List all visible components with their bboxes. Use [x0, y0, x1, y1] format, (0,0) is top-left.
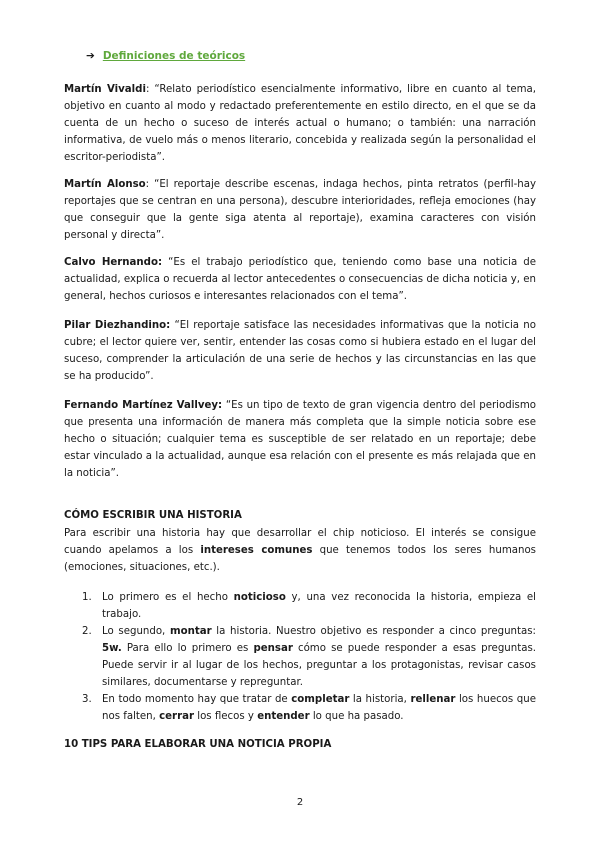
intro-bold: intereses comunes	[200, 545, 313, 556]
list-number: 1.	[82, 592, 92, 603]
list-number: 2.	[82, 626, 92, 637]
step-bold: completar	[291, 694, 350, 705]
definitions-link[interactable]: Definiciones de teóricos	[102, 50, 246, 62]
definition-author: Pilar Diezhandino:	[64, 320, 171, 331]
step-bold: entender	[257, 711, 310, 722]
arrow-right-icon: ➔	[86, 50, 95, 62]
definition-sep: :	[145, 179, 155, 190]
list-item	[64, 623, 536, 691]
steps-list	[64, 589, 536, 725]
page-number: 2	[296, 797, 304, 808]
step-bold: cerrar	[159, 711, 194, 722]
step-bold: pensar	[253, 643, 293, 654]
definition-text: “Relato periodístico esencialmente informativo, libre en cuanto al tema, objetivo en cuanto al modo y redactado preferentemente en estilo directo, en el que se da cuenta de un hecho o suceso de interés actual o humano; o también: una narración informativa, de vuelo más o menos literario, concebida y realizada según la personalidad el escritor-periodista”.	[64, 84, 537, 163]
step-bold: montar	[169, 626, 212, 637]
step-text: la historia,	[349, 694, 411, 705]
intro-text: que tenemos todos los seres humanos (emociones, situaciones, etc.).	[64, 545, 536, 573]
definitions-link-line	[86, 50, 245, 62]
definition-text: “Es el trabajo periodístico que, teniendo como base una noticia de actualidad, explica o recuerda al lector antecedentes o consecuencias de dicha noticia y, en general, hechos curiosos e interesantes relacionados con el tema”.	[64, 257, 536, 302]
step-bold: rellenar	[410, 694, 456, 705]
definition-author: Fernando Martínez Vallvey:	[64, 400, 223, 411]
historia-intro	[64, 525, 536, 576]
step-text: y, una vez reconocida la historia, empieza el trabajo.	[102, 592, 537, 620]
definition-vivaldi	[64, 81, 536, 166]
step-text: la historia. Nuestro objetivo es responder a cinco preguntas:	[211, 626, 536, 637]
definition-martinez	[64, 397, 536, 482]
definition-calvo	[64, 254, 536, 305]
list-number: 3.	[82, 694, 92, 705]
step-text: los huecos que nos falten,	[102, 694, 536, 722]
definition-diezhandino	[64, 317, 536, 385]
definition-text: “El reportaje satisface las necesidades informativas que la noticia no cubre; el lector quiere ver, sentir, entender las cosas como si hubiera estado en el lugar del suceso, comprender la articulación de una serie de hechos y las circunstancias en las que se ha producido”.	[64, 320, 536, 382]
list-item	[64, 691, 536, 725]
section-title-tips: 10 TIPS PARA ELABORAR UNA NOTICIA PROPIA	[64, 739, 332, 750]
section-title-historia: CÓMO ESCRIBIR UNA HISTORIA	[64, 510, 242, 521]
step-text: Lo primero es el hecho	[102, 592, 234, 603]
definition-author: Calvo Hernando:	[64, 257, 163, 268]
step-bold: 5w.	[102, 643, 122, 654]
step-text: Para ello lo primero es	[121, 643, 254, 654]
intro-text: Para escribir una historia hay que desarrollar el chip noticioso. El interés se consigue cuando apelamos a los	[64, 528, 536, 556]
definition-text: “Es un tipo de texto de gran vigencia dentro del periodismo que presenta una información de manera más completa que la simple noticia sobre ese hecho o situación; cualquier tema es susceptible de ser relatado en un reportaje; debe estar vinculado a la actualidad, aunque esa relación con el presente es más relajada que en la noticia”.	[64, 400, 536, 479]
step-text: Lo segundo,	[102, 626, 170, 637]
list-item	[64, 589, 536, 623]
step-text: lo que ha pasado.	[309, 711, 404, 722]
step-text: cómo se puede responder a esas preguntas. Puede servir ir al lugar de los hechos, preguntar a los protagonistas, revisar casos similares, documentarse y repreguntar.	[102, 643, 536, 688]
step-text: los flecos y	[194, 711, 258, 722]
definition-author: Martín Alonso	[64, 179, 146, 190]
step-bold: noticioso	[233, 592, 286, 603]
definition-alonso	[64, 176, 536, 244]
step-text: En todo momento hay que tratar de	[102, 694, 292, 705]
definition-text: “El reportaje describe escenas, indaga hechos, pinta retratos (perfil-hay reportajes que se centran en una persona), descubre interioridades, refleja emociones (hay que conseguir que la gente siga atenta al reportaje), examina caracteres con visión personal y directa”.	[64, 179, 537, 241]
definition-sep: :	[145, 84, 155, 95]
definition-author: Martín Vivaldi	[64, 84, 146, 95]
